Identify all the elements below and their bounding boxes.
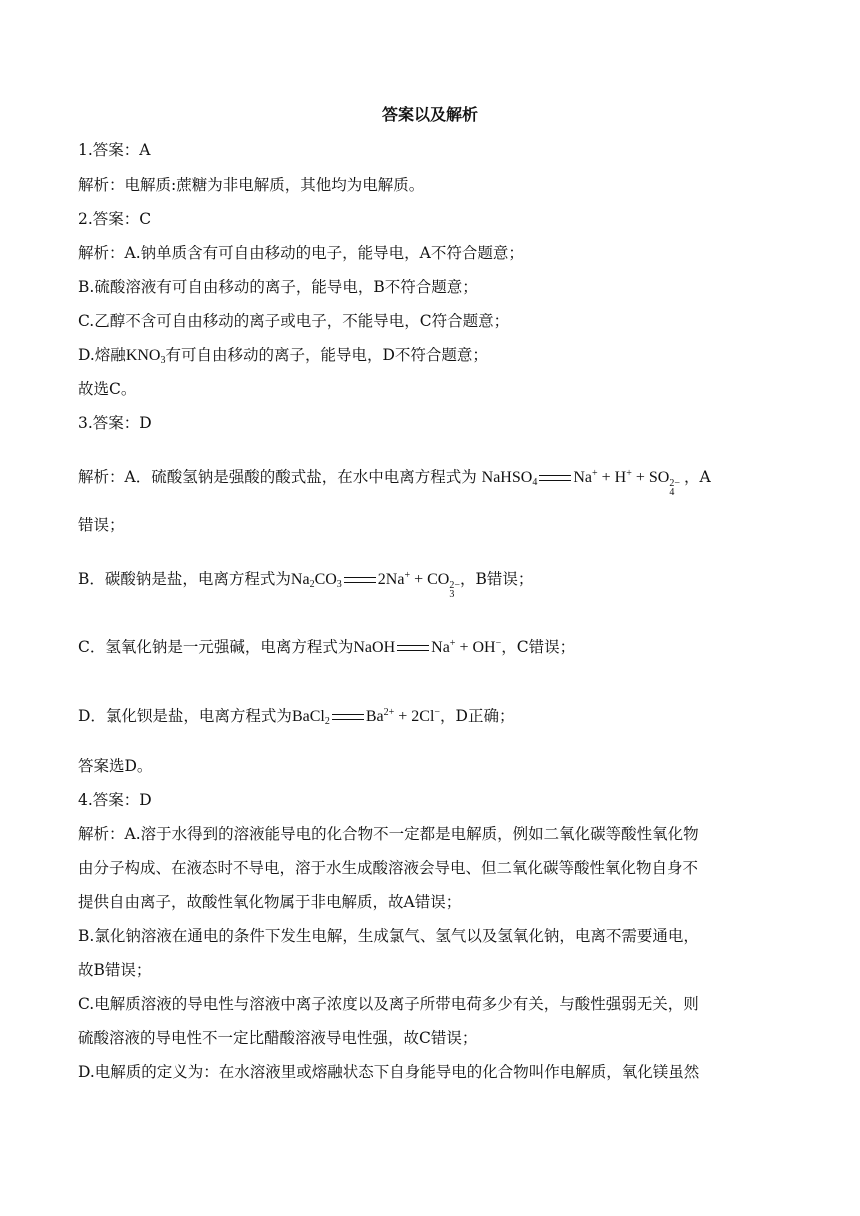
sub-sup-stack xyxy=(449,581,460,599)
superscript: + xyxy=(591,468,598,479)
superscript: + xyxy=(404,570,411,581)
conclusion-3: 答案选D。 xyxy=(78,757,153,775)
formula-text: 2Na xyxy=(377,571,405,588)
subscript: 4 xyxy=(669,487,675,498)
text-segment: C．氢氧化钠是一元强碱，电离方程式为 xyxy=(78,638,354,656)
plus-sign: + xyxy=(601,469,611,486)
text-segment: 解析：A．硫酸氢钠是强酸的酸式盐，在水中电离方程式为 xyxy=(78,468,477,486)
analysis-3-a-cont: 错误； xyxy=(78,516,125,534)
analysis-4-c-2: 硫酸溶液的导电性不一定比醋酸溶液导电性强，故C错误； xyxy=(78,1029,478,1047)
equation-bacl2 xyxy=(292,708,440,725)
plus-sign: + xyxy=(414,571,424,588)
answer-4: 4.答案：D xyxy=(78,791,152,809)
superscript: − xyxy=(495,638,502,649)
formula-text: CO xyxy=(314,571,337,588)
plus-sign: + xyxy=(635,469,645,486)
subscript: 4 xyxy=(532,477,538,488)
equation-na2co3 xyxy=(290,570,460,600)
analysis-3-c xyxy=(78,633,788,659)
subscript: 2 xyxy=(309,579,315,590)
analysis-3-d xyxy=(78,702,788,733)
analysis-4-a-1: 解析：A.溶于水得到的溶液能导电的化合物不一定都是电解质，例如二氧化碳等酸性氧化物 xyxy=(78,825,699,843)
equals-sign xyxy=(344,577,376,583)
formula-text: NaHSO xyxy=(481,469,533,486)
analysis-4-d-1: D.电解质的定义为：在水溶液里或熔融状态下自身能导电的化合物叫作电解质，氧化镁虽然 xyxy=(78,1063,700,1081)
analysis-3-b xyxy=(78,565,788,599)
formula-text: Na xyxy=(573,469,592,486)
formula-text: BaCl xyxy=(291,708,325,725)
formula-text: Ba xyxy=(365,708,384,725)
subscript: 3 xyxy=(160,355,166,366)
superscript: 2− xyxy=(449,580,460,591)
text-segment: ，A xyxy=(683,468,711,486)
analysis-2-d xyxy=(78,344,788,372)
formula-text: KNO xyxy=(125,347,161,364)
text-segment: ，B错误； xyxy=(460,570,534,588)
text-segment: ，C错误； xyxy=(501,638,576,656)
equation-naoh xyxy=(353,639,501,656)
superscript: + xyxy=(626,468,632,479)
formula-text: SO xyxy=(648,469,670,486)
page-title: 答案以及解析 xyxy=(381,105,478,124)
subscript: 3 xyxy=(449,589,455,600)
analysis-2-c: C.乙醇不含可自由移动的离子或电子，不能导电，C符合题意； xyxy=(78,312,510,330)
subscript: 3 xyxy=(336,579,342,590)
equals-sign xyxy=(332,714,364,720)
formula-text: Na xyxy=(431,639,450,656)
formula-kno3 xyxy=(126,347,166,364)
formula-text: CO xyxy=(427,571,450,588)
formula-text: OH xyxy=(472,639,496,656)
superscript: + xyxy=(449,638,456,649)
analysis-4-b-1: B.氯化钠溶液在通电的条件下发生电解，生成氯气、氢气以及氢氧化钠，电离不需要通电， xyxy=(78,927,699,945)
analysis-2-a: 解析：A.钠单质含有可自由移动的电子，能导电，A不符合题意； xyxy=(78,244,524,262)
superscript: − xyxy=(434,707,441,718)
formula-text: 2Cl xyxy=(411,708,435,725)
equals-sign xyxy=(539,475,571,481)
analysis-4-c-1: C.电解质溶液的导电性与溶液中离子浓度以及离子所带电荷多少有关，与酸性强弱无关，则 xyxy=(78,995,699,1013)
superscript: 2− xyxy=(669,478,680,489)
subscript: 2 xyxy=(324,716,330,727)
superscript: 2+ xyxy=(383,707,395,718)
formula-text: NaOH xyxy=(353,639,396,656)
answer-2: 2.答案：C xyxy=(78,210,152,228)
text-segment: D．氯化钡是盐，电离方程式为 xyxy=(78,707,292,725)
text-segment: 有可自由移动的离子，能导电，D不符合题意； xyxy=(165,346,488,364)
analysis-4-a-3: 提供自由离子，故酸性氧化物属于非电解质，故A错误； xyxy=(78,893,462,911)
equation-nahso4 xyxy=(481,468,684,498)
plus-sign: + xyxy=(398,708,408,725)
analysis-1: 解析：电解质:蔗糖为非电解质，其他均为电解质。 xyxy=(78,176,425,194)
equals-sign xyxy=(397,645,429,651)
analysis-4-a-2: 由分子构成、在液态时不导电，溶于水生成酸溶液会导电、但二氧化碳等酸性氧化物自身不 xyxy=(78,859,699,877)
formula-text: Na xyxy=(290,571,310,588)
sub-sup-stack xyxy=(669,479,680,497)
text-segment: D.熔融 xyxy=(78,346,126,364)
conclusion-2: 故选C。 xyxy=(78,380,137,398)
text-segment: ，D正确； xyxy=(440,707,515,725)
answer-3: 3.答案：D xyxy=(78,414,152,432)
answer-1: 1.答案：A xyxy=(78,141,151,159)
analysis-4-b-2: 故B错误； xyxy=(78,961,152,979)
formula-text: H xyxy=(614,469,627,486)
text-segment: B．碳酸钠是盐，电离方程式为 xyxy=(78,570,291,588)
analysis-2-b: B.硫酸溶液有可自由移动的离子，能导电，B不符合题意； xyxy=(78,278,478,296)
plus-sign: + xyxy=(459,639,469,656)
analysis-3-a xyxy=(78,463,788,497)
